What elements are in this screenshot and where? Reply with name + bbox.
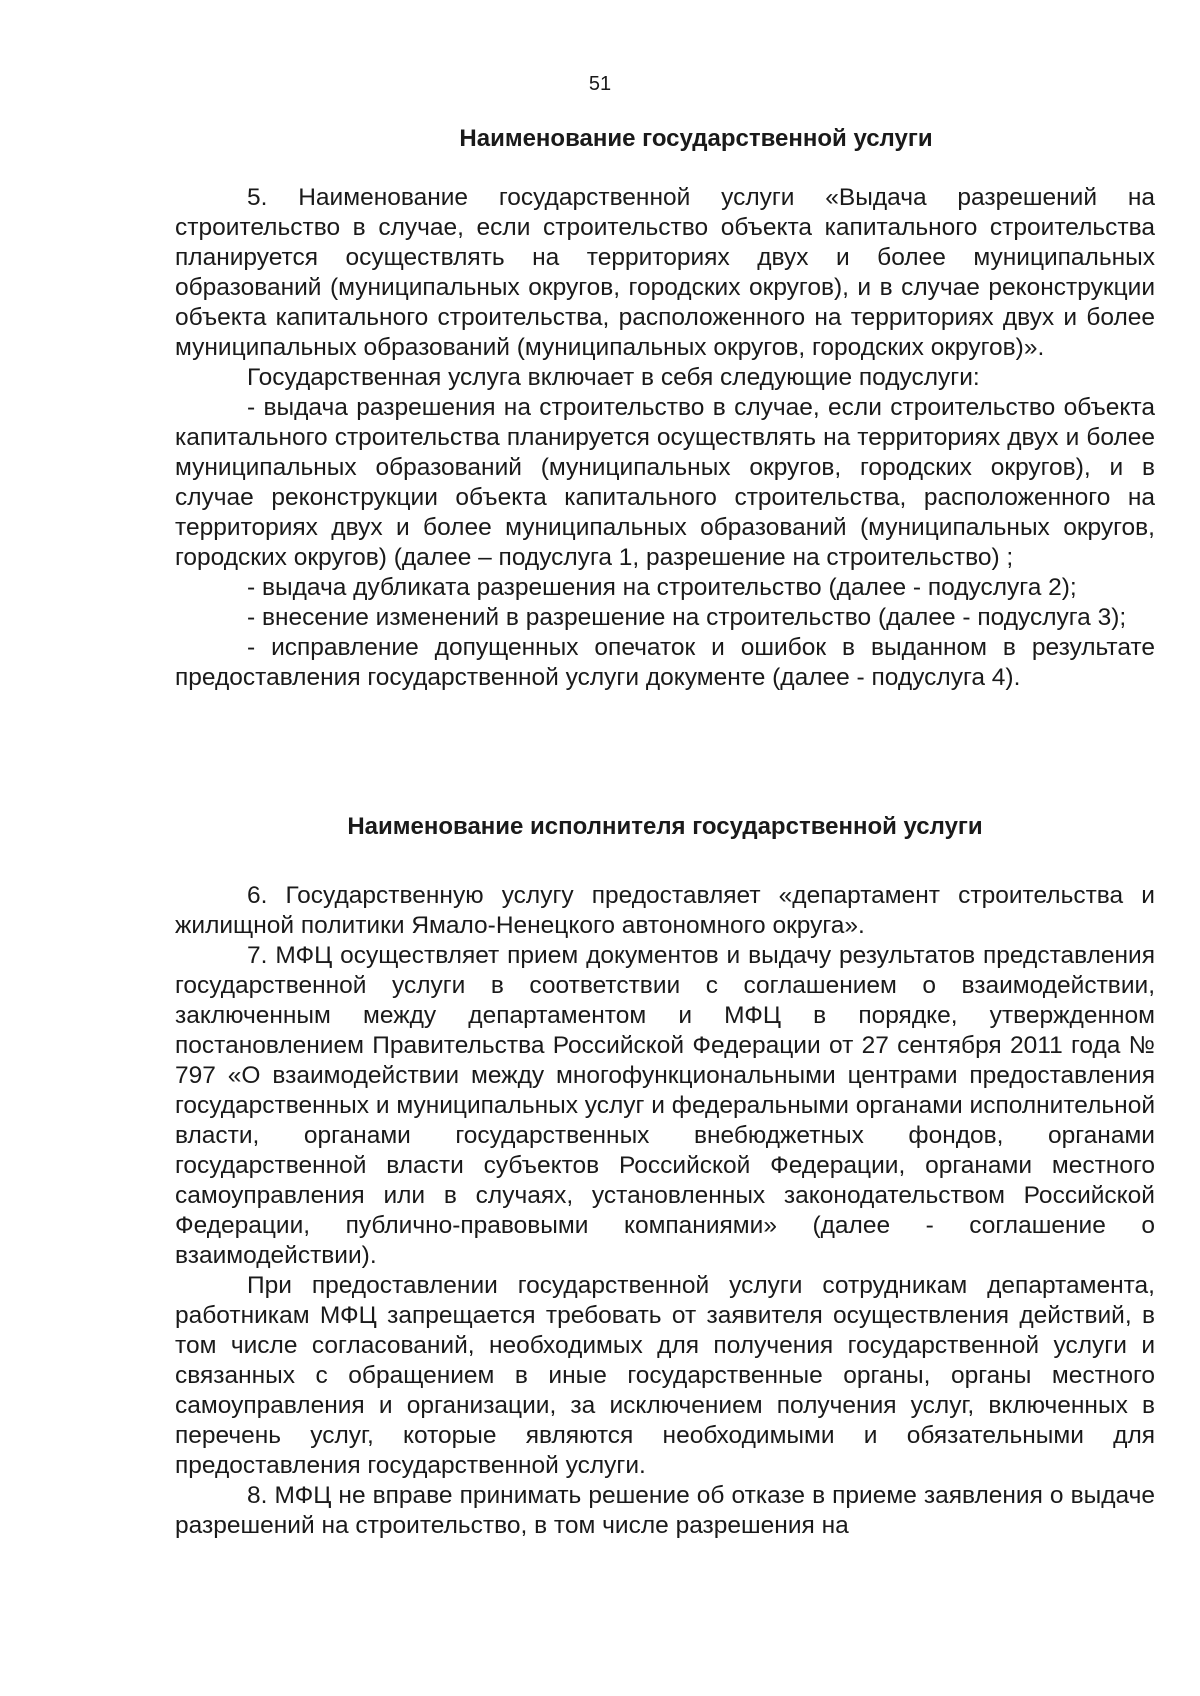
paragraph: 6. Государственную услугу предоставляет «департамент строительства и жилищной политики Ямало-Ненецкого автономного округа». (175, 882, 1155, 939)
paragraph: 8. МФЦ не вправе принимать решение об отказе в приеме заявления о выдаче разрешений на строительство, в том числе разрешения на (175, 1482, 1155, 1539)
paragraph: 7. МФЦ осуществляет прием документов и выдачу результатов представления государственной услуги в соответствии с соглашением о взаимодействии, заключенным между департаментом и МФЦ в порядке, утвержденном постановлением Правительства Российской Федерации от 27 сентября 2011 года № 797 «О взаимодействии между многофункциональными центрами предоставления государственных и муниципальных услуг и федеральными органами исполнительной власти, органами государственных внебюджетных фондов, органами государственной власти субъектов Российской Федерации, органами местного самоуправления или в случаях, установленных законодательством Российской Федерации, публично-правовыми компаниями» (далее - соглашение о взаимодействии). (175, 942, 1155, 1269)
paragraph: - выдача разрешения на строительство в случае, если строительство объекта капитального строительства планируется осуществлять на территориях двух и более муниципальных образований (муниципальных округов, городских округов), и в случае реконструкции объекта капитального строительства, расположенного на территориях двух и более муниципальных образований (муниципальных округов, городских округов) (далее – подуслуга 1, разрешение на строительство) ; (175, 394, 1155, 571)
paragraph: - выдача дубликата разрешения на строительство (далее - подуслуга 2); (247, 574, 1077, 601)
paragraph: При предоставлении государственной услуги сотрудникам департамента, работникам МФЦ запрещается требовать от заявителя осуществления действий, в том числе согласований, необходимых для получения государственной услуги и связанных с обращением в иные государственные органы, органы местного самоуправления и организации, за исключением получения услуг, включенных в перечень услуг, которые являются необходимыми и обязательными для предоставления государственной услуги. (175, 1272, 1155, 1479)
paragraph: - внесение изменений в разрешение на строительство (далее - подуслуга 3); (247, 604, 1127, 631)
page-number: 51 (588, 73, 612, 95)
paragraph: 5. Наименование государственной услуги «Выдача разрешений на строительство в случае, если строительство объекта капитального строительства планируется осуществлять на территориях двух и более муниципальных образований (муниципальных округов, городских округов), и в случае реконструкции объекта капитального строительства, расположенного на территориях двух и более муниципальных образований (муниципальных округов, городских округов)». (175, 184, 1155, 361)
paragraph: - исправление допущенных опечаток и ошибок в выданном в результате предоставления государственной услуги документе (далее - подуслуга 4). (175, 634, 1155, 691)
section-heading-service-name: Наименование государственной услуги (459, 125, 933, 152)
section-body-executor-name (175, 881, 1155, 1541)
paragraph: Государственная услуга включает в себя следующие подуслуги: (247, 364, 980, 391)
section-body-service-name (175, 183, 1155, 693)
section-heading-executor-name: Наименование исполнителя государственной услуги (347, 813, 983, 840)
